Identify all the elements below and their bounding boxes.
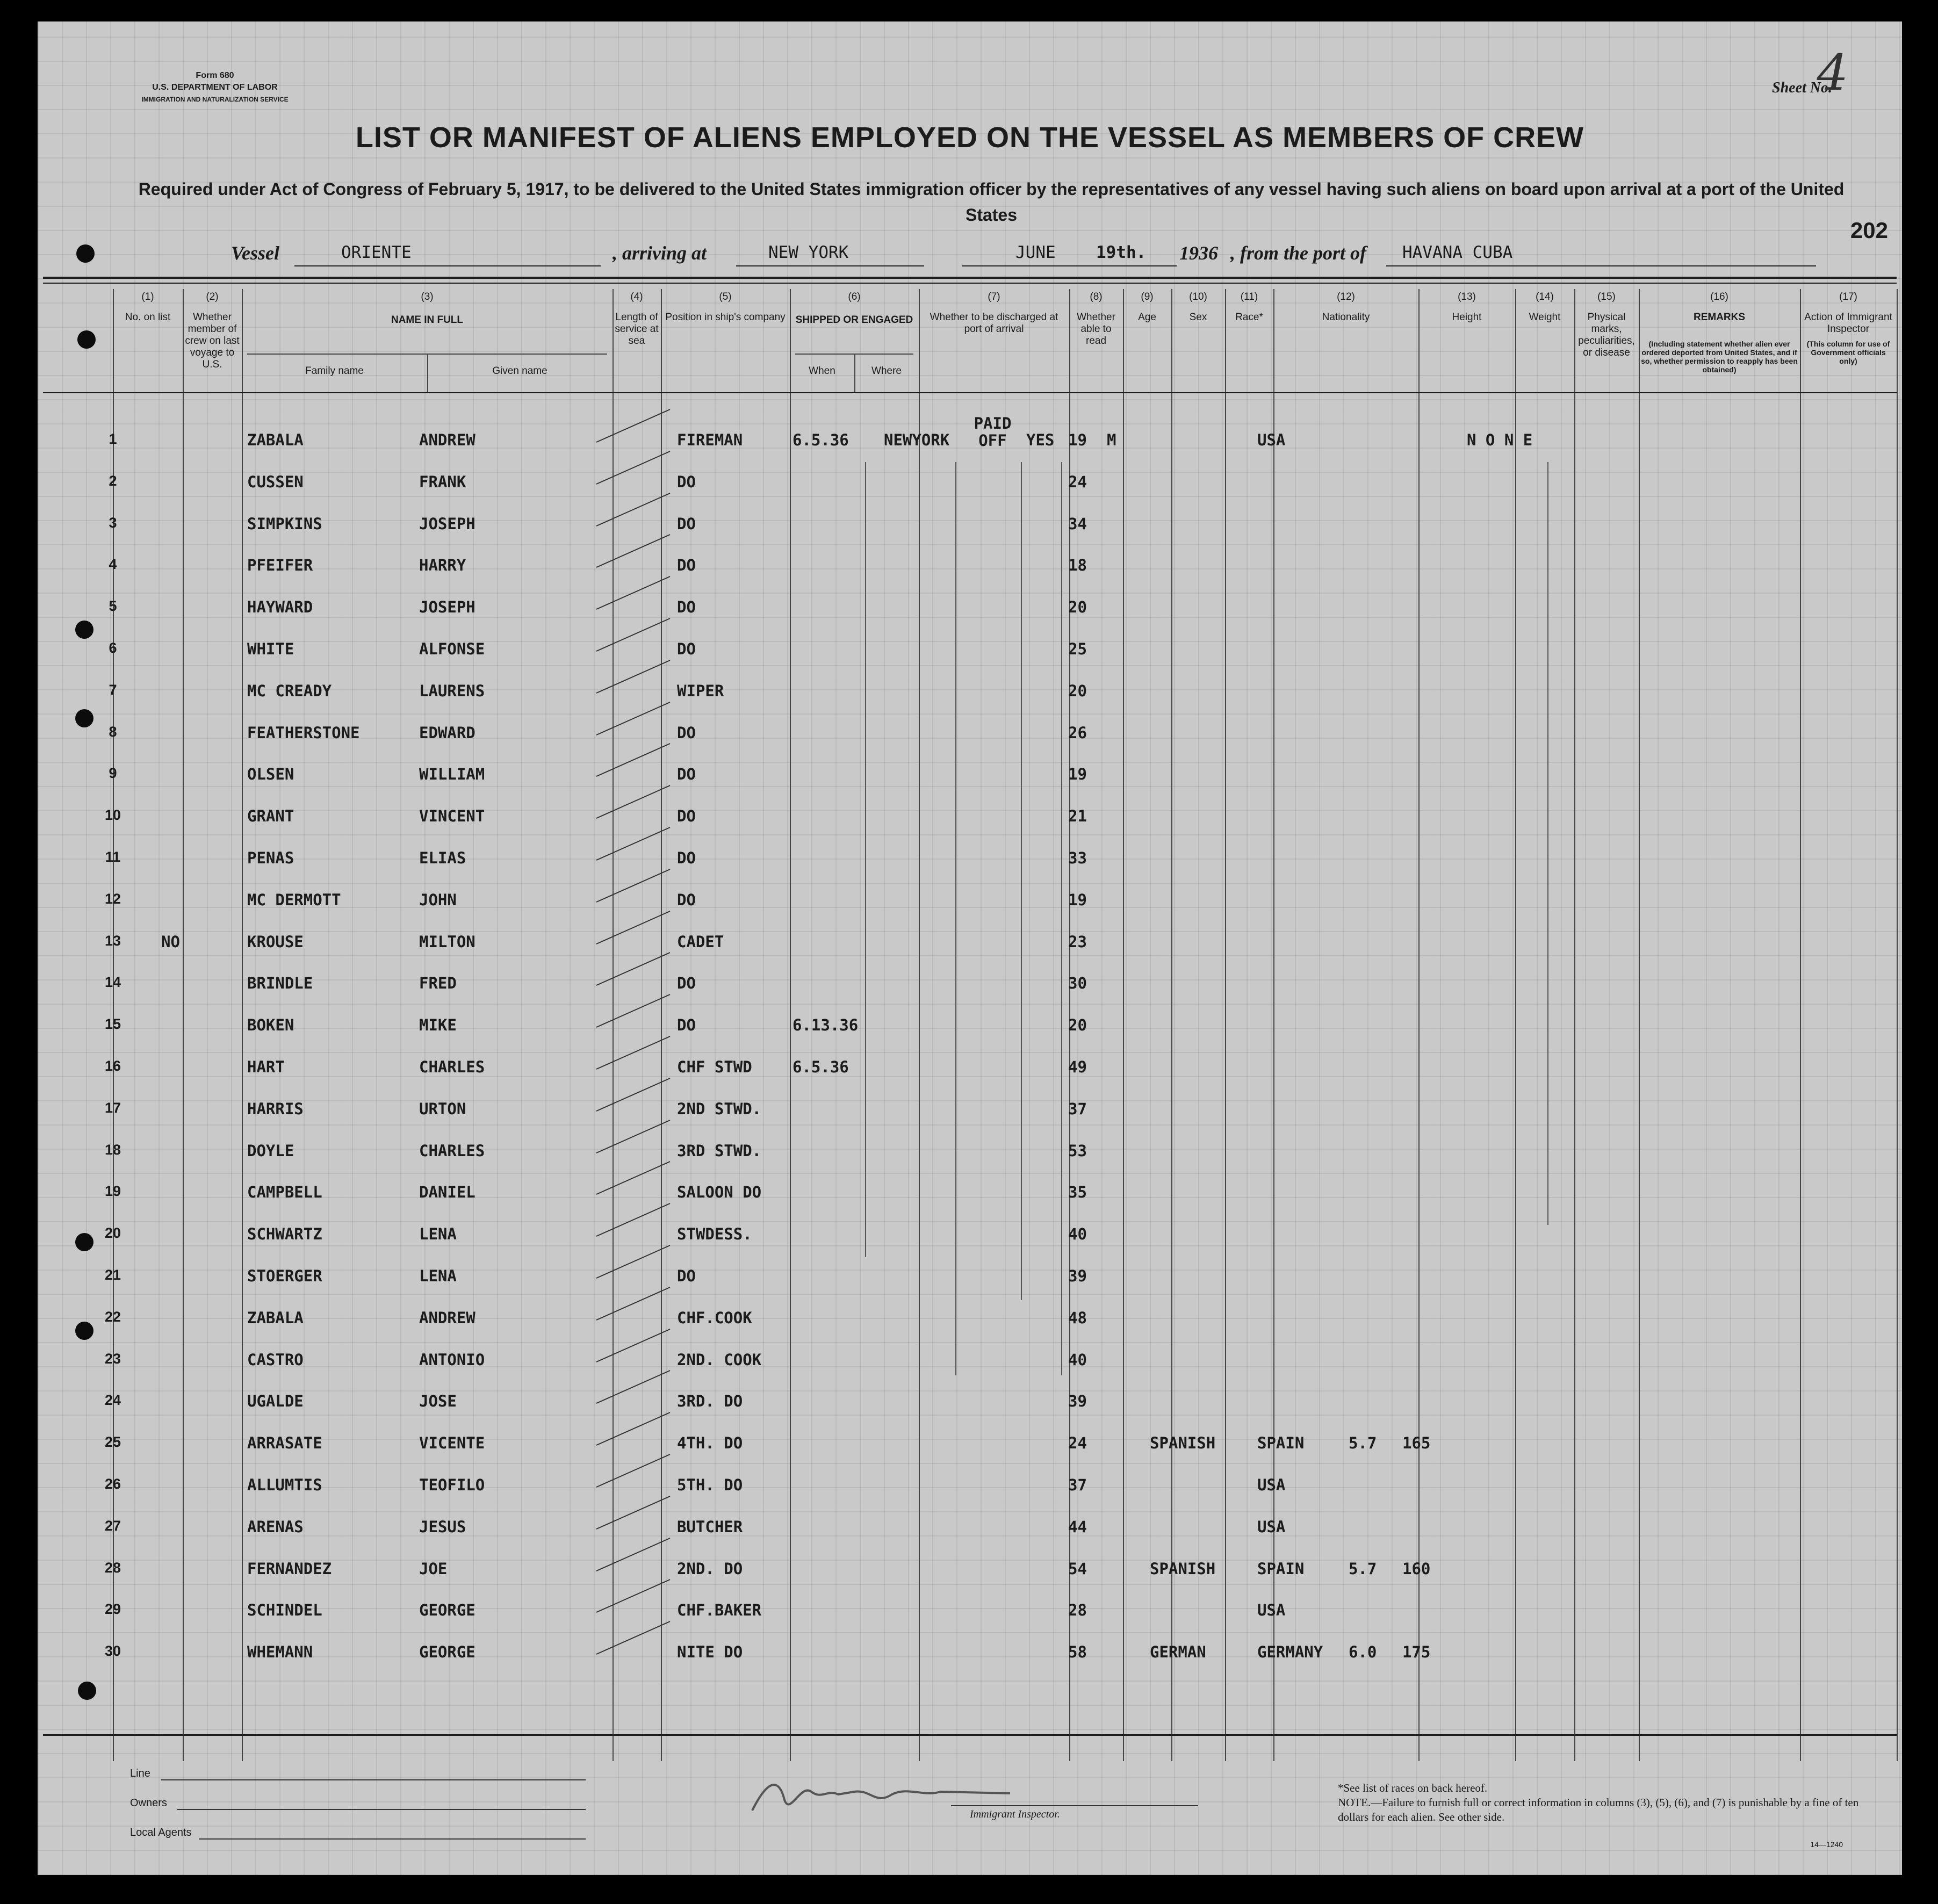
family-name-cell: PFEIFER: [247, 556, 313, 575]
table-row: [38, 1046, 1902, 1088]
check-mark: [596, 409, 671, 443]
given-name-cell: DANIEL: [419, 1183, 476, 1202]
family-name-cell: SCHWARTZ: [247, 1225, 322, 1244]
sheet-label: Sheet No.: [1772, 80, 1832, 96]
sheet-number: 4: [1817, 44, 1848, 102]
column-header: Position in ship's company: [665, 312, 786, 323]
voyage-line: [231, 236, 1913, 269]
row-number: 11: [105, 849, 121, 865]
nationality-cell: SPAIN: [1257, 1434, 1305, 1453]
given-name-cell: LAURENS: [419, 681, 485, 700]
table-row: [38, 1631, 1902, 1673]
column-header: Whether able to read: [1077, 312, 1115, 347]
family-name-cell: PENAS: [247, 849, 294, 867]
table-row: [38, 1464, 1902, 1506]
age-cell: 39: [1068, 1267, 1087, 1285]
family-name-cell: ARENAS: [247, 1517, 304, 1536]
age-cell: 19: [1068, 431, 1087, 449]
column-header: Weight: [1529, 312, 1561, 323]
family-name-cell: CAMPBELL: [247, 1183, 322, 1202]
table-row: [38, 1506, 1902, 1548]
table-row: [38, 795, 1902, 837]
race-note: *See list of races on back hereof.: [1338, 1782, 1488, 1794]
column-header: Nationality: [1322, 312, 1370, 323]
row-number: 20: [104, 1225, 121, 1242]
position-cell: SALOON DO: [677, 1183, 762, 1202]
row-number: 6: [109, 640, 117, 656]
age-cell: 20: [1068, 1016, 1087, 1035]
column-number: (12): [1337, 291, 1355, 302]
weight-cell: 175: [1402, 1643, 1431, 1662]
age-cell: 37: [1068, 1476, 1087, 1494]
column-number: (3): [421, 291, 434, 302]
inspector-caption: Immigrant Inspector.: [970, 1808, 1060, 1820]
position-cell: DO: [677, 598, 696, 617]
shipped-where-cell: NEWYORK: [884, 431, 950, 449]
family-name-cell: ZABALA: [247, 431, 304, 449]
ditto-line: [1061, 462, 1062, 1375]
underline: [962, 265, 1177, 266]
given-name-cell: JOHN: [419, 890, 457, 909]
position-cell: DO: [677, 723, 696, 742]
family-name-cell: MC DERMOTT: [247, 890, 341, 909]
row-number: 23: [104, 1350, 121, 1367]
family-name-cell: SCHINDEL: [247, 1601, 322, 1620]
sex-cell: M: [1107, 431, 1116, 449]
subcolumn-divider: [854, 355, 855, 392]
row-number: 17: [104, 1099, 121, 1116]
family-name-cell: HAYWARD: [247, 598, 313, 617]
given-name-cell: TEOFILO: [419, 1476, 485, 1494]
position-cell: CHF.COOK: [677, 1308, 752, 1327]
arrival-day: 19th.: [1096, 243, 1147, 262]
position-cell: CHF STWD: [677, 1058, 752, 1076]
table-row: [38, 670, 1902, 712]
department: U.S. DEPARTMENT OF LABOR: [152, 83, 278, 92]
header-rule: [43, 283, 1897, 284]
age-cell: 44: [1068, 1517, 1087, 1536]
header-bottom-rule: [43, 392, 1897, 393]
page-subtitle: Required under Act of Congress of February 5, 1917, to be delivered to the United States immigration officer by the representatives of any vessel having such aliens on board upon arrival at a port of the United States: [138, 179, 1845, 225]
table-row: [38, 586, 1902, 628]
age-cell: 20: [1068, 681, 1087, 700]
table-row: [38, 1548, 1902, 1590]
signature-line: [951, 1805, 1198, 1806]
line-field[interactable]: [161, 1779, 586, 1780]
family-name-cell: WHITE: [247, 640, 294, 658]
race-cell: GERMAN: [1150, 1643, 1206, 1662]
vessel-label: Vessel: [231, 242, 279, 264]
race-cell: SPANISH: [1150, 1434, 1216, 1453]
given-name-cell: JOSEPH: [419, 598, 476, 617]
form-identifier: [102, 70, 328, 105]
given-name-cell: LENA: [419, 1267, 457, 1285]
given-name-cell: VICENTE: [419, 1434, 485, 1453]
given-name-cell: JOSEPH: [419, 514, 476, 533]
table-row: [38, 921, 1902, 963]
table-bottom-rule: [43, 1734, 1897, 1736]
table-row: [38, 461, 1902, 503]
table-row: [38, 1213, 1902, 1255]
column-header: NAME IN FULL: [391, 314, 464, 326]
table-row: [38, 1255, 1902, 1297]
table-row: [38, 837, 1902, 879]
family-name-cell: OLSEN: [247, 765, 294, 784]
position-cell: DO: [677, 807, 696, 826]
table-row: [38, 962, 1902, 1004]
family-name-cell: CUSSEN: [247, 472, 304, 491]
underline: [1386, 265, 1816, 266]
table-row: [38, 712, 1902, 754]
nationality-cell: USA: [1257, 1601, 1286, 1620]
position-cell: WIPER: [677, 681, 724, 700]
subcolumn-divider: [427, 355, 428, 392]
shipped-when-cell: 6.13.36: [793, 1016, 859, 1035]
position-cell: DO: [677, 849, 696, 867]
ditto-line: [1021, 462, 1022, 1300]
position-cell: NITE DO: [677, 1643, 743, 1662]
shipped-when-cell: 6.5.36: [793, 431, 849, 449]
column-number: (5): [719, 291, 732, 302]
header-rule: [43, 277, 1897, 279]
column-number: (16): [1710, 291, 1728, 302]
position-cell: DO: [677, 640, 696, 658]
given-name-cell: JOSE: [419, 1392, 457, 1411]
family-name-cell: UGALDE: [247, 1392, 304, 1411]
position-cell: DO: [677, 514, 696, 533]
table-row: [38, 414, 1902, 461]
given-name-cell: URTON: [419, 1099, 466, 1118]
physical-marks-cell: N O N E: [1467, 431, 1533, 449]
owners-field[interactable]: [177, 1809, 586, 1810]
family-name-cell: GRANT: [247, 807, 294, 826]
age-cell: 40: [1068, 1350, 1087, 1369]
given-name-cell: VINCENT: [419, 807, 485, 826]
manifest-sheet: [38, 21, 1902, 1875]
column-header: Action of Immigrant Inspector: [1804, 312, 1892, 335]
height-cell: 5.7: [1349, 1434, 1377, 1453]
column-number: (15): [1597, 291, 1616, 302]
from-port-label: , from the port of: [1230, 242, 1367, 264]
row-number: 28: [104, 1559, 121, 1576]
family-name-cell: ALLUMTIS: [247, 1476, 322, 1494]
age-cell: 19: [1068, 890, 1087, 909]
given-name-cell: CHARLES: [419, 1058, 485, 1076]
column-header-detail: (This column for use of Government officials only): [1806, 340, 1890, 365]
table-row: [38, 628, 1902, 670]
family-name-cell: FERNANDEZ: [247, 1559, 332, 1578]
race-cell: SPANISH: [1150, 1559, 1216, 1578]
given-name-cell: MIKE: [419, 1016, 457, 1035]
row-number: 22: [104, 1308, 121, 1325]
age-cell: 28: [1068, 1601, 1087, 1620]
position-cell: BUTCHER: [677, 1517, 743, 1536]
row-number: 29: [104, 1601, 121, 1618]
column-number: (1): [141, 291, 154, 302]
vessel-name: ORIENTE: [341, 243, 412, 262]
owners-label: Owners: [130, 1797, 167, 1809]
table-row: [38, 1130, 1902, 1172]
row-number: 3: [109, 514, 117, 531]
punch-hole: [78, 1682, 96, 1700]
position-cell: DO: [677, 472, 696, 491]
row-number: 7: [109, 681, 117, 698]
family-name-cell: ZABALA: [247, 1308, 304, 1327]
given-name-cell: JOE: [419, 1559, 448, 1578]
table-row: [38, 1339, 1902, 1381]
family-name-cell: DOYLE: [247, 1141, 294, 1160]
row-number: 4: [109, 556, 117, 573]
age-cell: 24: [1068, 472, 1087, 491]
row-number: 1: [109, 431, 117, 447]
height-cell: 5.7: [1349, 1559, 1377, 1578]
column-header: REMARKS: [1693, 312, 1746, 323]
row-number: 30: [104, 1643, 121, 1660]
column-header: No. on list: [125, 312, 171, 323]
column-number: (2): [206, 291, 219, 302]
penalty-note: NOTE.—Failure to furnish full or correct information in columns (3), (5), (6), and (7) is punishable by a fine of ten dollars for each alien. See other side.: [1338, 1796, 1859, 1823]
ditto-line: [865, 462, 866, 1257]
family-name-cell: HART: [247, 1058, 285, 1076]
column-header: Height: [1452, 312, 1482, 323]
given-name-cell: ANTONIO: [419, 1350, 485, 1369]
column-number: (8): [1090, 291, 1103, 302]
height-cell: 6.0: [1349, 1643, 1377, 1662]
row-number: 12: [104, 890, 121, 907]
service: IMMIGRATION AND NATURALIZATION SERVICE: [141, 96, 289, 103]
departure-port: HAVANA CUBA: [1402, 243, 1513, 262]
given-name-cell: JESUS: [419, 1517, 466, 1536]
arrival-port: NEW YORK: [768, 243, 849, 262]
table-row: [38, 1088, 1902, 1130]
given-name-cell: ALFONSE: [419, 640, 485, 658]
given-name-cell: LENA: [419, 1225, 457, 1244]
footnotes: [1338, 1781, 1886, 1824]
age-cell: 33: [1068, 849, 1087, 867]
discharged-cell: PAID OFF: [974, 414, 1012, 450]
table-row: [38, 1589, 1902, 1631]
row-number: 21: [104, 1267, 121, 1283]
row-number: 19: [104, 1183, 121, 1200]
table-row: [38, 503, 1902, 545]
column-header: Physical marks, peculiarities, or disease: [1578, 312, 1635, 358]
given-name-cell: FRANK: [419, 472, 466, 491]
column-subheader: Given name: [492, 365, 547, 377]
position-cell: 3RD. DO: [677, 1392, 743, 1411]
row-number: 9: [109, 765, 117, 782]
row-number: 24: [104, 1392, 121, 1409]
age-cell: 35: [1068, 1183, 1087, 1202]
given-name-cell: WILLIAM: [419, 765, 485, 784]
age-cell: 37: [1068, 1099, 1087, 1118]
row-number: 18: [104, 1141, 121, 1158]
row-number: 26: [104, 1476, 121, 1492]
arrival-year: 1936: [1179, 242, 1218, 264]
line-label: Line: [130, 1768, 150, 1779]
given-name-cell: CHARLES: [419, 1141, 485, 1160]
family-name-cell: KROUSE: [247, 932, 304, 951]
row-number: 16: [104, 1058, 121, 1074]
age-cell: 39: [1068, 1392, 1087, 1411]
column-number: (9): [1141, 291, 1154, 302]
given-name-cell: ANDREW: [419, 1308, 476, 1327]
position-cell: DO: [677, 890, 696, 909]
age-cell: 25: [1068, 640, 1087, 658]
table-row: [38, 753, 1902, 795]
position-cell: DO: [677, 765, 696, 784]
given-name-cell: ELIAS: [419, 849, 466, 867]
given-name-cell: FRED: [419, 974, 457, 993]
nationality-cell: USA: [1257, 1517, 1286, 1536]
position-cell: 2ND STWD.: [677, 1099, 762, 1118]
age-cell: 34: [1068, 514, 1087, 533]
column-header: Race*: [1235, 312, 1263, 323]
age-cell: 49: [1068, 1058, 1087, 1076]
punch-hole: [76, 244, 95, 263]
column-number: (13): [1458, 291, 1476, 302]
family-name-cell: FEATHERSTONE: [247, 723, 360, 742]
position-cell: 3RD STWD.: [677, 1141, 762, 1160]
age-cell: 23: [1068, 932, 1087, 951]
column-header-detail: (Including statement whether alien ever ordered deported from United States, and if so, whether permission to reapply has been obtained): [1641, 340, 1798, 374]
nationality-cell: SPAIN: [1257, 1559, 1305, 1578]
age-cell: 30: [1068, 974, 1087, 993]
arrival-month: JUNE: [1015, 243, 1056, 262]
column-header: Length of service at sea: [615, 312, 659, 347]
age-cell: 18: [1068, 556, 1087, 575]
column-number: (14): [1536, 291, 1554, 302]
column-subheader: Where: [871, 365, 902, 377]
age-cell: 26: [1068, 723, 1087, 742]
row-number: 10: [104, 807, 121, 824]
family-name-cell: BRINDLE: [247, 974, 313, 993]
ditto-line: [955, 462, 956, 1375]
column-subheader: Family name: [305, 365, 364, 377]
weight-cell: 165: [1402, 1434, 1431, 1453]
able-to-read-cell: YES: [1026, 431, 1055, 449]
column-header: Whether to be discharged at port of arrival: [930, 312, 1058, 335]
nationality-cell: GERMANY: [1257, 1643, 1323, 1662]
page-title: LIST OR MANIFEST OF ALIENS EMPLOYED ON THE VESSEL AS MEMBERS OF CREW: [355, 121, 1584, 154]
family-name-cell: WHEMANN: [247, 1643, 313, 1662]
age-cell: 20: [1068, 598, 1087, 617]
table-row: [38, 1422, 1902, 1464]
page-stamp: 202: [1850, 218, 1888, 243]
arriving-label: , arriving at: [613, 242, 707, 264]
age-cell: 48: [1068, 1308, 1087, 1327]
weight-cell: 160: [1402, 1559, 1431, 1578]
column-number: (10): [1189, 291, 1207, 302]
row-number: 2: [109, 472, 117, 489]
column-header: Age: [1138, 312, 1156, 323]
position-cell: DO: [677, 1016, 696, 1035]
position-cell: STWDESS.: [677, 1225, 752, 1244]
given-name-cell: GEORGE: [419, 1643, 476, 1662]
row-number: 15: [104, 1016, 121, 1033]
form-number: Form 680: [196, 71, 234, 80]
position-cell: CADET: [677, 932, 724, 951]
local-agents-field[interactable]: [199, 1838, 586, 1840]
table-row: [38, 879, 1902, 921]
family-name-cell: ARRASATE: [247, 1434, 322, 1453]
column-number: (4): [630, 291, 643, 302]
age-cell: 53: [1068, 1141, 1087, 1160]
column-header: Sex: [1189, 312, 1207, 323]
given-name-cell: GEORGE: [419, 1601, 476, 1620]
age-cell: 58: [1068, 1643, 1087, 1662]
given-name-cell: EDWARD: [419, 723, 476, 742]
family-name-cell: STOERGER: [247, 1267, 322, 1285]
column-number: (17): [1839, 291, 1857, 302]
shipped-when-cell: 6.5.36: [793, 1058, 849, 1076]
family-name-cell: CASTRO: [247, 1350, 304, 1369]
position-cell: 4TH. DO: [677, 1434, 743, 1453]
ditto-line: [1547, 462, 1548, 1225]
position-cell: 2ND. DO: [677, 1559, 743, 1578]
nationality-cell: USA: [1257, 1476, 1286, 1494]
age-cell: 24: [1068, 1434, 1087, 1453]
given-name-cell: MILTON: [419, 932, 476, 951]
column-number: (6): [848, 291, 861, 302]
family-name-cell: HARRIS: [247, 1099, 304, 1118]
position-cell: CHF.BAKER: [677, 1601, 762, 1620]
row-number: 27: [104, 1517, 121, 1534]
family-name-cell: BOKEN: [247, 1016, 294, 1035]
table-row: [38, 1380, 1902, 1422]
row-number: 25: [104, 1434, 121, 1451]
position-cell: DO: [677, 1267, 696, 1285]
age-cell: 21: [1068, 807, 1087, 826]
age-cell: 54: [1068, 1559, 1087, 1578]
position-cell: 5TH. DO: [677, 1476, 743, 1494]
given-name-cell: ANDREW: [419, 431, 476, 449]
family-name-cell: MC CREADY: [247, 681, 332, 700]
column-subheader: When: [809, 365, 835, 377]
position-cell: DO: [677, 556, 696, 575]
row-number: 8: [109, 723, 117, 740]
table-row: [38, 1004, 1902, 1046]
position-cell: 2ND. COOK: [677, 1350, 762, 1369]
row-number: 5: [109, 598, 117, 615]
column-number: (11): [1240, 291, 1258, 302]
underline: [736, 265, 924, 266]
table-row: [38, 1171, 1902, 1213]
row-number: 13: [104, 932, 121, 949]
column-header: Whether member of crew on last voyage to U.S.: [185, 312, 240, 370]
age-cell: 40: [1068, 1225, 1087, 1244]
table-row: [38, 544, 1902, 586]
position-cell: FIREMAN: [677, 431, 743, 449]
given-name-cell: HARRY: [419, 556, 466, 575]
column-number: (7): [988, 291, 1000, 302]
form-code: 14—1240: [1810, 1840, 1843, 1849]
last-voyage-cell: NO: [161, 932, 180, 951]
position-cell: DO: [677, 974, 696, 993]
column-header: SHIPPED OR ENGAGED: [795, 314, 913, 326]
row-number: 14: [104, 974, 121, 991]
table-row: [38, 1297, 1902, 1339]
punch-hole: [77, 330, 96, 349]
family-name-cell: SIMPKINS: [247, 514, 322, 533]
nationality-cell: USA: [1257, 431, 1286, 449]
underline: [294, 265, 601, 266]
age-cell: 19: [1068, 765, 1087, 784]
local-agents-label: Local Agents: [130, 1827, 192, 1838]
